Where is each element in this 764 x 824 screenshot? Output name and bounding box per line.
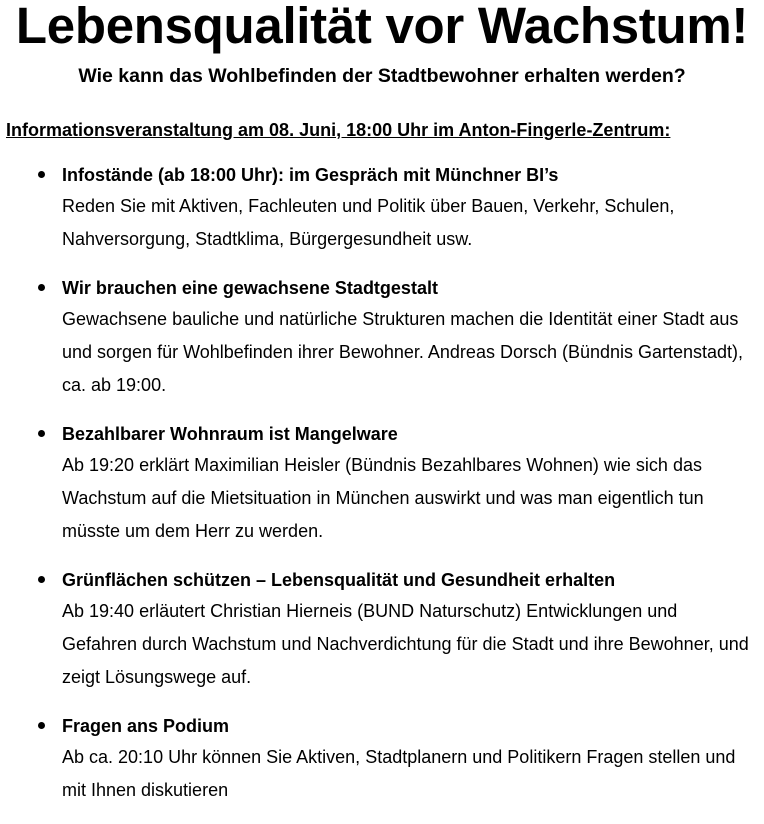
list-item <box>0 565 764 694</box>
item-heading: Bezahlbarer Wohnraum ist Mangelware <box>62 424 398 444</box>
bullet-icon <box>38 171 45 178</box>
bullet-icon <box>38 284 45 291</box>
list-item <box>0 711 764 807</box>
list-item <box>0 273 764 402</box>
item-text: Reden Sie mit Aktiven, Fachleuten und Politik über Bauen, Verkehr, Schulen, Nahversorgung, Stadtklima, Bürgergesundheit usw. <box>62 196 675 249</box>
item-heading: Fragen ans Podium <box>62 716 230 736</box>
event-info-line: Informationsveranstaltung am 08. Juni, 18:00 Uhr im Anton-Fingerle-Zentrum: <box>6 120 671 140</box>
list-item <box>0 160 764 256</box>
item-heading: Wir brauchen eine gewachsene Stadtgestalt <box>62 278 438 298</box>
program-list <box>0 160 764 824</box>
bullet-icon <box>38 722 45 729</box>
item-text: Gewachsene bauliche und natürliche Strukturen machen die Identität einer Stadt aus und sorgen für Wohlbefinden ihrer Bewohner. Andreas Dorsch (Bündnis Gartenstadt), ca. ab 19:00. <box>62 309 744 395</box>
item-text: Ab 19:40 erläutert Christian Hierneis (BUND Naturschutz) Entwicklungen und Gefahren durch Wachstum und Nachverdichtung für die Stadt und ihre Bewohner, und zeigt Lösungswege auf. <box>62 601 749 687</box>
bullet-icon <box>38 430 45 437</box>
bullet-icon <box>38 576 45 583</box>
item-text: Ab 19:20 erklärt Maximilian Heisler (Bündnis Bezahlbares Wohnen) wie sich das Wachstum auf die Mietsituation in München auswirkt und was man eigentlich tun müsste um dem Herr zu werden. <box>62 455 704 541</box>
page-subtitle: Wie kann das Wohlbefinden der Stadtbewohner erhalten werden? <box>78 65 686 87</box>
page-title: Lebensqualität vor Wachstum! <box>15 0 749 54</box>
item-heading: Infostände (ab 18:00 Uhr): im Gespräch mit Münchner BI’s <box>62 165 559 185</box>
list-item <box>0 419 764 548</box>
item-text: Ab ca. 20:10 Uhr können Sie Aktiven, Stadtplanern und Politikern Fragen stellen und mit Ihnen diskutieren <box>62 747 736 800</box>
item-heading: Grünflächen schützen – Lebensqualität und Gesundheit erhalten <box>62 570 616 590</box>
